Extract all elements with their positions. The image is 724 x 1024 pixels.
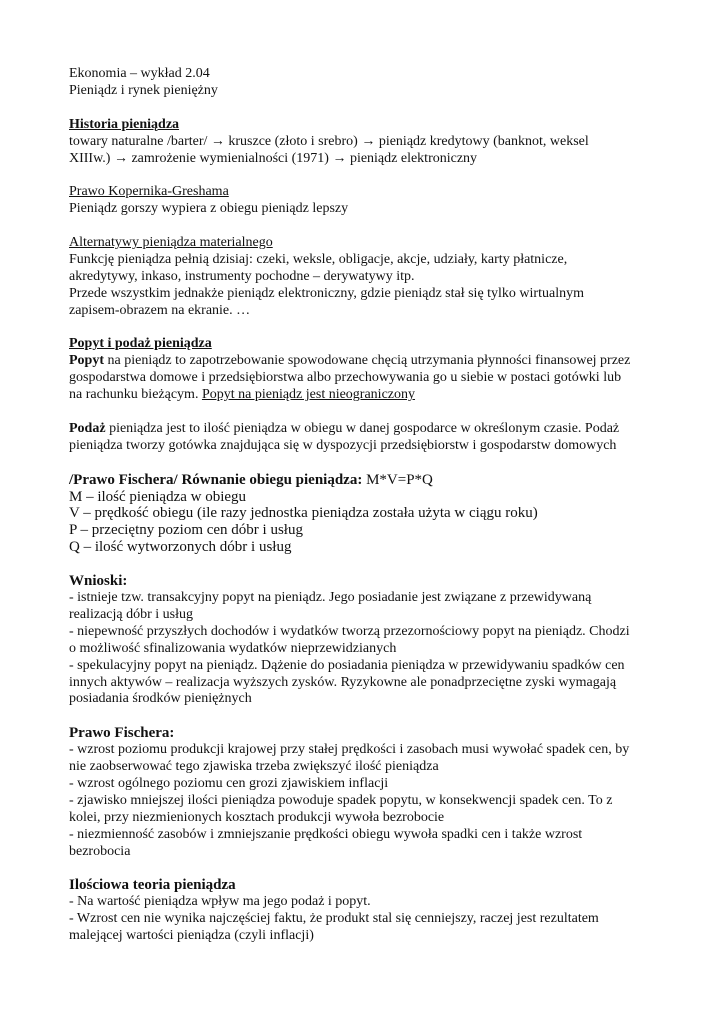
prawo-fischera-line-2: nie zaobserwować tego zjawiska trzeba zwiększyć ilość pieniądza	[69, 759, 439, 775]
wnioski-line-3: - niepewność przyszłych dochodów i wydatków tworzą przezornościowy popyt na pieniądz. Chodzi	[69, 623, 630, 639]
fischer-q: Q – ilość wytworzonych dóbr i usług	[69, 539, 292, 556]
popyt-heading: Popyt i podaż pieniądza	[69, 336, 212, 352]
alternatywy-line-2: akredytywy, inkaso, instrumenty pochodne – derywatywy itp.	[69, 268, 415, 284]
podaz-line-1-text: pieniądza jest to ilość pieniądza w obiegu w danej gospodarce w określonym czasie. Podaż	[105, 420, 620, 436]
wnioski-heading: Wnioski:	[69, 573, 128, 590]
fischer-equation: M*V=P*Q	[362, 471, 433, 488]
prawo-fischera-line-1: - wzrost poziomu produkcji krajowej przy stałej prędkości i zasobach musi wywołać spadek cen, by	[69, 742, 630, 758]
fischer-heading-text: /Prawo Fischera/ Równanie obiegu pieniądza:	[69, 471, 363, 488]
kopernik-line-1: Pieniądz gorszy wypiera z obiegu pieniądz lepszy	[69, 201, 349, 217]
kopernik-heading: Prawo Kopernika-Greshama	[69, 184, 229, 200]
fischer-v: V – prędkość obiegu (ile razy jednostka pieniądza została użyta w ciągu roku)	[69, 505, 538, 522]
fischer-p: P – przeciętny poziom cen dóbr i usług	[69, 522, 303, 539]
alternatywy-line-3: Przede wszystkim jednakże pieniądz elektroniczny, gdzie pieniądz stał się tylko wirtualnym	[69, 285, 584, 301]
prawo-fischera-line-6: - niezmienność zasobów i zmniejszanie prędkości obiegu wywoła spadki cen i także wzrost	[69, 826, 583, 842]
popyt-line-1-text: na pieniądz to zapotrzebowanie spowodowane chęcią utrzymania płynności finansowej przez	[104, 353, 631, 369]
wnioski-line-2: realizacją dóbr i usług	[69, 606, 194, 622]
fischer-heading	[69, 472, 669, 489]
ilosciowa-line-3: malejącej wartości pieniądza (czyli inflacji)	[69, 928, 314, 944]
ilosciowa-line-1: - Na wartość pieniądza wpływ ma jego podaż i popyt.	[69, 894, 371, 910]
podaz-line-2: pieniądza tworzy gotówka znajdująca się w dyspozycji przedsiębiorstw i gospodarstw domowych	[69, 437, 617, 453]
historia-line-2: XIIIw.) → zamrożenie wymienialności (1971) → pieniądz elektroniczny	[69, 150, 478, 166]
wnioski-line-4: o możliwość sfinalizowania wydatków nieprzewidzianych	[69, 640, 397, 656]
ilosciowa-heading: Ilościowa teoria pieniądza	[69, 877, 236, 894]
wnioski-line-5: - spekulacyjny popyt na pieniądz. Dążenie do posiadania pieniądza w przewidywaniu spadków cen	[69, 657, 625, 673]
header-line-2: Pieniądz i rynek pieniężny	[69, 82, 218, 98]
prawo-fischera-line-3: - wzrost ogólnego poziomu cen grozi zjawiskiem inflacji	[69, 775, 389, 791]
fischer-m: M – ilość pieniądza w obiegu	[69, 488, 247, 505]
wnioski-line-6: innych aktywów – realizacja wyższych zysków. Ryzykowne ale ponadprzeciętne zyski wymagają	[69, 674, 617, 690]
podaz-line-1	[69, 421, 669, 438]
popyt-line-2: gospodarstwa domowe i przedsiębiorstwa albo przechowywania go u siebie w postaci gotówki lub	[69, 370, 622, 386]
popyt-line-3	[69, 387, 669, 404]
prawo-fischera-line-4: - zjawisko mniejszej ilości pieniądza powoduje spadek popytu, w konsekwencji spadek cen. To z	[69, 792, 613, 808]
popyt-label: Popyt	[69, 353, 104, 369]
header-line-1: Ekonomia – wykład 2.04	[69, 66, 210, 81]
alternatywy-heading: Alternatywy pieniądza materialnego	[69, 235, 273, 251]
popyt-line-1	[69, 353, 669, 370]
historia-line-1: towary naturalne /barter/ → kruszce (złoto i srebro) → pieniądz kredytowy (banknot, weksel	[69, 133, 589, 149]
ilosciowa-line-2: - Wzrost cen nie wynika najczęściej faktu, że produkt stal się cenniejszy, raczej jest rezultatem	[69, 911, 599, 927]
podaz-label: Podaż	[69, 420, 106, 436]
prawo-fischera-line-5: kolei, przy niezmienionych kosztach produkcji wywoła bezrobocie	[69, 809, 445, 825]
alternatywy-line-4: zapisem-obrazem na ekranie. …	[69, 302, 251, 318]
document-page	[69, 66, 669, 945]
alternatywy-line-1: Funkcję pieniądza pełnią dzisiaj: czeki, weksle, obligacje, akcje, udziały, karty płatnicze,	[69, 251, 568, 267]
wnioski-line-1: - istnieje tzw. transakcyjny popyt na pieniądz. Jego posiadanie jest związane z przewidywaną	[69, 589, 592, 605]
popyt-unlimited-note: Popyt na pieniądz jest nieograniczony	[201, 387, 416, 403]
prawo-fischera-line-7: bezrobocia	[69, 843, 131, 859]
historia-heading: Historia pieniądza	[69, 116, 180, 132]
prawo-fischera-heading: Prawo Fischera:	[69, 725, 175, 742]
popyt-line-3-text: na rachunku bieżącym.	[69, 387, 202, 403]
wnioski-line-7: posiadania środków pieniężnych	[69, 691, 252, 707]
